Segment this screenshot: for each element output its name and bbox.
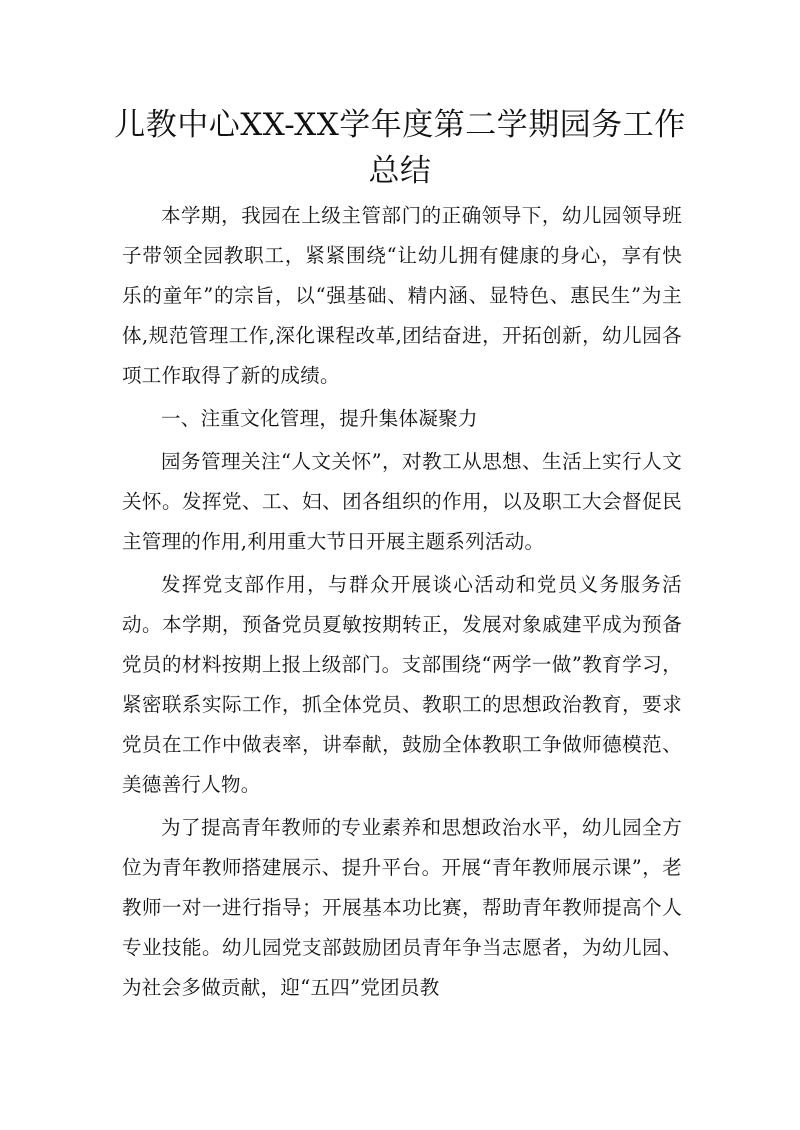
document-body — [122, 196, 682, 1008]
body-paragraph: 为了提高青年教师的专业素养和思想政治水平，幼儿园全方位为青年教师搭建展示、提升平台。开展“青年教师展示课”，老教师一对一进行指导；开展基本功比赛，帮助青年教师提高个人专业技能。幼儿园党支部鼓励团员青年争当志愿者，为幼儿园、为社会多做贡献，迎“五四”党团员教 — [122, 816, 682, 999]
intro-paragraph: 本学期，我园在上级主管部门的正确领导下，幼儿园领导班子带领全园教职工，紧紧围绕“让幼儿拥有健康的身心，享有快乐的童年”的宗旨，以“强基础、精内涵、显特色、惠民生”为主体,规范管理工作,深化课程改革,团结奋进，开拓创新，幼儿园各项工作取得了新的成绩。 — [122, 204, 682, 387]
section-heading: 一、注重文化管理，提升集体凝聚力 — [161, 407, 478, 430]
body-paragraph: 园务管理关注“人文关怀”，对教工从思想、生活上实行人文关怀。发挥党、工、妇、团各组织的作用，以及职工大会督促民主管理的作用,利用重大节日开展主题系列活动。 — [122, 450, 682, 553]
body-paragraph: 发挥党支部作用，与群众开展谈心活动和党员义务服务活动。本学期，预备党员夏敏按期转正，发展对象戚建平成为预备党员的材料按期上报上级部门。支部围绕“两学一做”教育学习，紧密联系实际工作，抓全体党员、教职工的思想政治教育，要求党员在工作中做表率，讲奉献，鼓励全体教职工争做师德模范、美德善行人物。 — [122, 573, 682, 796]
document-title: 儿教中心XX-XX学年度第二学期园务工作总结 — [114, 107, 686, 189]
